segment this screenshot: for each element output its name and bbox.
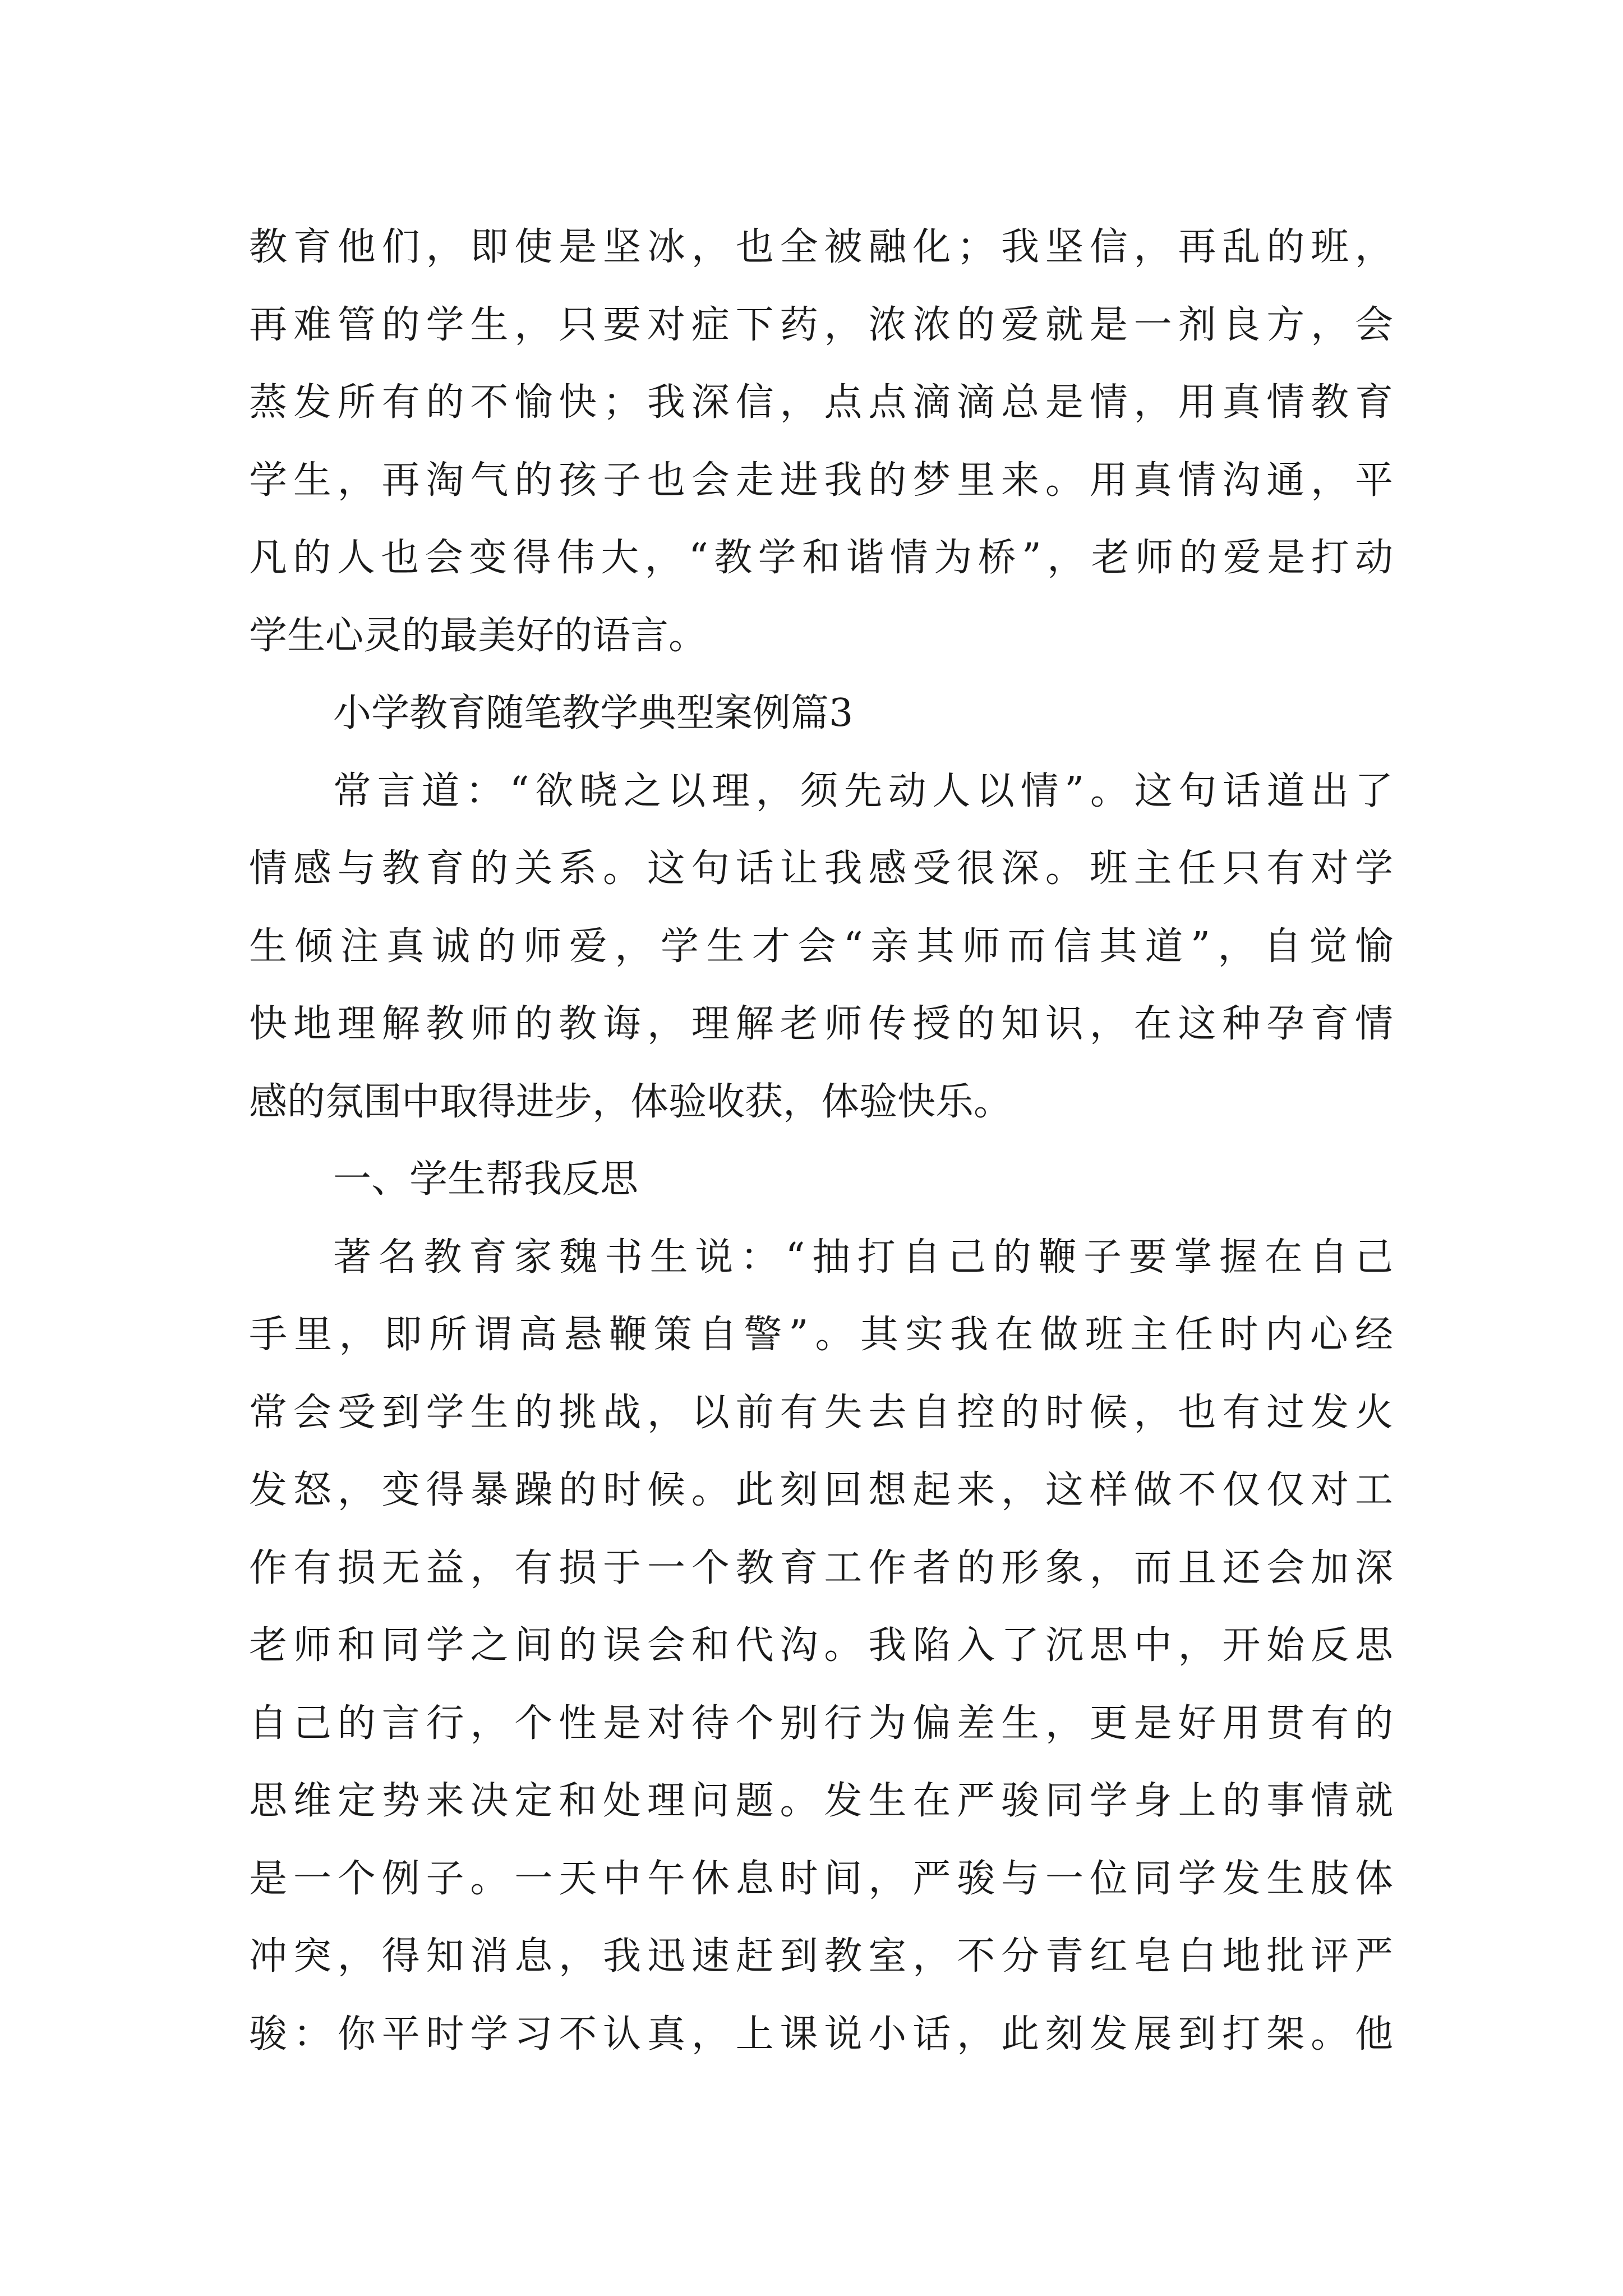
text-line: 手里，即所谓高悬鞭策自警”。其实我在做班主任时内心经	[249, 1313, 1393, 1357]
text-line: 骏：你平时学习不认真，上课说小话，此刻发展到打架。他	[249, 2012, 1393, 2056]
subheading: 一、学生帮我反思	[333, 1157, 639, 1202]
text-line: 学生心灵的最美好的语言。	[249, 613, 707, 658]
text-line: 自己的言行，个性是对待个别行为偏差生，更是好用贯有的	[249, 1701, 1393, 1746]
text-line: 作有损无益，有损于一个教育工作者的形象，而且还会加深	[249, 1545, 1393, 1590]
text-line: 常言道：“欲晓之以理，须先动人以情”。这句话道出了	[333, 769, 1393, 813]
text-line: 思维定势来决定和处理问题。发生在严骏同学身上的事情就	[249, 1779, 1393, 1823]
text-line: 是一个例子。一天中午休息时间，严骏与一位同学发生肢体	[249, 1856, 1393, 1901]
text-line: 常会受到学生的挑战，以前有失去自控的时候，也有过发火	[249, 1390, 1393, 1435]
text-line: 再难管的学生，只要对症下药，浓浓的爱就是一剂良方，会	[249, 302, 1393, 347]
text-line: 感的氛围中取得进步，体验收获，体验快乐。	[249, 1079, 1012, 1124]
text-line: 著名教育家魏书生说：“抽打自己的鞭子要掌握在自己	[333, 1235, 1393, 1280]
section-title: 小学教育随笔教学典型案例篇3	[333, 691, 854, 735]
text-line: 发怒，变得暴躁的时候。此刻回想起来，这样做不仅仅对工	[249, 1468, 1393, 1512]
text-line: 生倾注真诚的师爱，学生才会“亲其师而信其道”，自觉愉	[249, 924, 1393, 969]
text-line: 情感与教育的关系。这句话让我感受很深。班主任只有对学	[249, 846, 1393, 891]
text-line: 冲突，得知消息，我迅速赶到教室，不分青红皂白地批评严	[249, 1934, 1393, 1978]
text-line: 快地理解教师的教诲，理解老师传授的知识，在这种孕育情	[249, 1002, 1393, 1046]
text-line: 老师和同学之间的误会和代沟。我陷入了沉思中，开始反思	[249, 1623, 1393, 1668]
text-line: 凡的人也会变得伟大，“教学和谐情为桥”，老师的爱是打动	[249, 536, 1393, 580]
text-line: 教育他们，即使是坚冰，也全被融化；我坚信，再乱的班，	[249, 225, 1393, 269]
text-line: 蒸发所有的不愉快；我深信，点点滴滴总是情，用真情教育	[249, 380, 1393, 425]
text-line: 学生，再淘气的孩子也会走进我的梦里来。用真情沟通，平	[249, 458, 1393, 503]
body-text	[249, 209, 1393, 2073]
